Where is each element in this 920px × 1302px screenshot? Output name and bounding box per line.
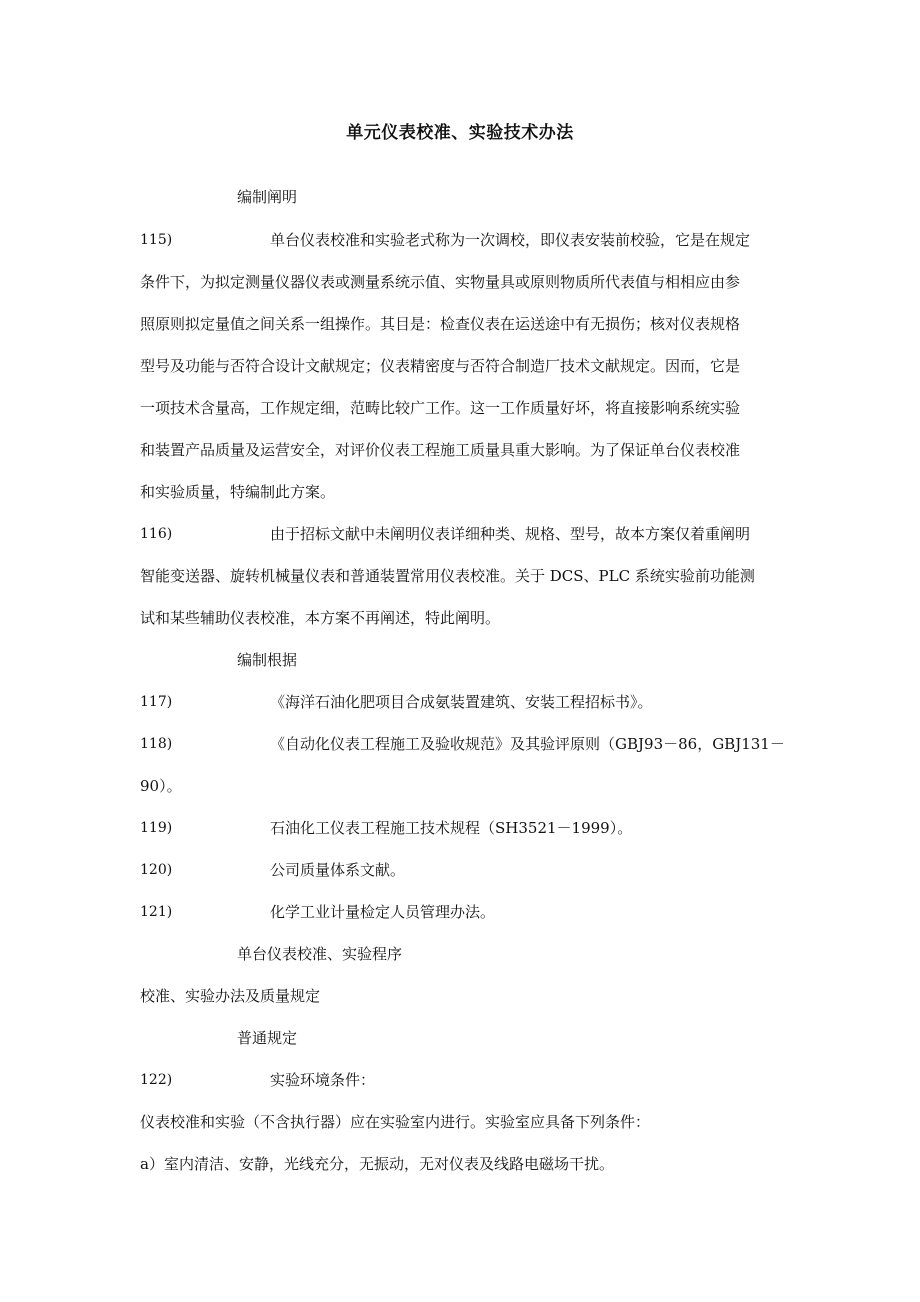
section-heading-methods: 校准、实验办法及质量规定 xyxy=(140,987,321,1005)
item-number: 118) xyxy=(140,736,173,752)
paragraph-line: 和实验质量，特编制此方案。 xyxy=(140,483,336,501)
section-heading-general: 普通规定 xyxy=(237,1029,298,1047)
page-title: 单元仪表校准、实验技术办法 xyxy=(346,123,574,143)
item-number: 117) xyxy=(140,694,173,710)
reference-line: 公司质量体系文献。 xyxy=(270,861,406,879)
paragraph-line: 照原则拟定量值之间关系一组操作。其目是：检查仪表在运送途中有无损伤；核对仪表规格 xyxy=(140,315,741,333)
paragraph-line: 试和某些辅助仪表校准，本方案不再阐述，特此阐明。 xyxy=(140,609,501,627)
reference-line: 《自动化仪表工程施工及验收规范》及其验评原则（GBJ93－86，GBJ131－ xyxy=(270,735,785,753)
item-number: 122) xyxy=(140,1072,173,1088)
item-number: 116) xyxy=(140,526,173,542)
item-number: 119) xyxy=(140,820,173,836)
item-number: 115) xyxy=(140,232,173,248)
item-number: 120) xyxy=(140,862,173,878)
paragraph-line: 一项技术含量高，工作规定细，范畴比较广工作。这一工作质量好坏，将直接影响系统实验 xyxy=(140,399,741,417)
paragraph-line: 型号及功能与否符合设计文献规定；仪表精密度与否符合制造厂技术文献规定。因而，它是 xyxy=(140,357,741,375)
section-heading-procedure: 单台仪表校准、实验程序 xyxy=(237,945,403,963)
reference-line: 石油化工仪表工程施工技术规程（SH3521－1999）。 xyxy=(270,819,633,837)
section-heading-basis: 编制根据 xyxy=(237,651,298,669)
paragraph-line: a）室内清洁、安静，光线充分，无振动，无对仪表及线路电磁场干扰。 xyxy=(140,1155,614,1173)
reference-line: 90）。 xyxy=(140,777,182,795)
section-heading-explanation: 编制阐明 xyxy=(237,188,298,206)
paragraph-line: 单台仪表校准和实验老式称为一次调校，即仪表安装前校验，它是在规定 xyxy=(270,231,751,249)
reference-line: 《海洋石油化肥项目合成氨装置建筑、安装工程招标书》。 xyxy=(270,693,653,711)
paragraph-line: 实验环境条件： xyxy=(270,1071,376,1089)
item-number: 121) xyxy=(140,904,173,920)
paragraph-line: 智能变送器、旋转机械量仪表和普通装置常用仪表校准。关于 DCS、PLC 系统实验前功能测 xyxy=(140,567,755,585)
reference-line: 化学工业计量检定人员管理办法。 xyxy=(270,903,496,921)
paragraph-line: 仪表校准和实验（不含执行器）应在实验室内进行。实验室应具备下列条件： xyxy=(140,1113,651,1131)
paragraph-line: 和装置产品质量及运营安全，对评价仪表工程施工质量具重大影响。为了保证单台仪表校准 xyxy=(140,441,741,459)
paragraph-line: 由于招标文献中未阐明仪表详细种类、规格、型号，故本方案仅着重阐明 xyxy=(270,525,751,543)
paragraph-line: 条件下，为拟定测量仪器仪表或测量系统示值、实物量具或原则物质所代表值与相相应由参 xyxy=(140,273,741,291)
